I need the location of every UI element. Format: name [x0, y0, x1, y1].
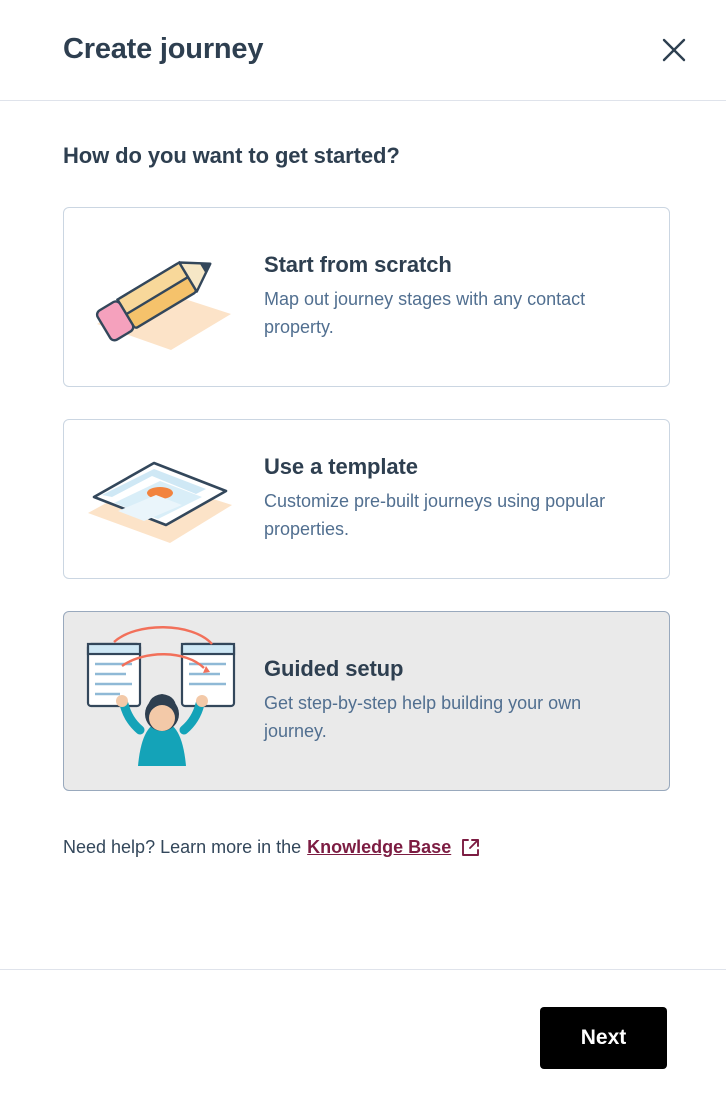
close-icon[interactable]	[654, 30, 694, 70]
modal-header	[0, 0, 726, 101]
option-card-text	[264, 252, 662, 342]
option-title: Use a template	[264, 454, 418, 480]
page-title: Create journey	[63, 33, 264, 66]
modal-body	[0, 101, 726, 969]
person-with-boards-illustration	[64, 612, 264, 790]
knowledge-base-link[interactable]: Knowledge Base	[307, 837, 452, 857]
option-card-use-a-template[interactable]	[63, 419, 670, 579]
next-button[interactable]: Next	[540, 1007, 667, 1069]
option-card-text	[264, 656, 662, 746]
modal-footer	[0, 969, 726, 1106]
option-title: Start from scratch	[264, 252, 452, 278]
template-card-illustration	[64, 420, 264, 578]
option-description: Map out journey stages with any contact property.	[264, 289, 586, 337]
option-description: Customize pre-built journeys using popular properties.	[264, 491, 606, 539]
option-card-guided-setup[interactable]	[63, 611, 670, 791]
help-line	[63, 837, 670, 858]
external-link-icon[interactable]	[461, 838, 480, 857]
help-text: Need help? Learn more in the	[63, 837, 302, 857]
option-description: Get step-by-step help building your own journey.	[264, 693, 582, 741]
option-card-text	[264, 454, 662, 544]
pencil-on-paper-illustration	[64, 208, 264, 386]
option-title: Guided setup	[264, 656, 404, 682]
option-card-start-from-scratch[interactable]	[63, 207, 670, 387]
section-title: How do you want to get started?	[63, 143, 400, 168]
